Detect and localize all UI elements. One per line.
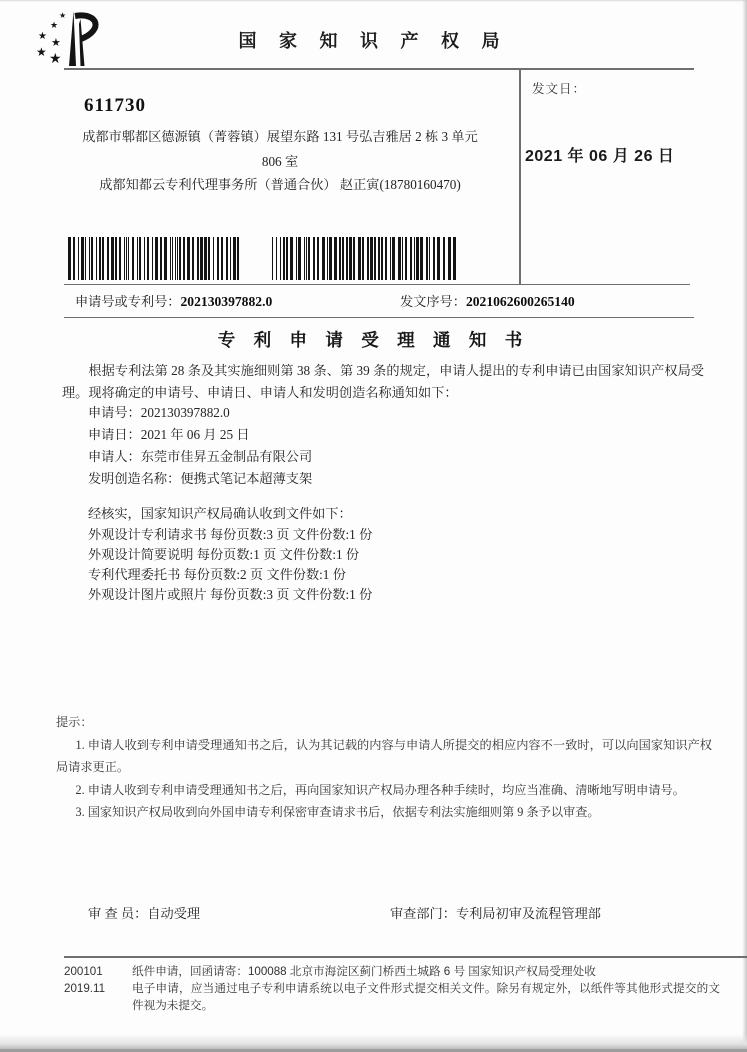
examiner-label: 审 查 员：	[88, 906, 148, 921]
note-item: 1. 申请人收到专利申请受理通知书之后，认为其记载的内容与申请人所提交的相应内容不一致时，可以向国家知识产权局请求更正。	[56, 737, 712, 774]
issue-date-value: 2021 年 06 月 26 日	[525, 148, 675, 165]
serial-number-label: 发文序号：	[400, 294, 466, 309]
application-number-row	[75, 291, 272, 310]
serial-number-row	[400, 291, 575, 310]
footer-text: 纸件申请，回函请寄：100088 北京市海淀区蓟门桥西土城路 6 号 国家知识产权局受理处收	[132, 965, 596, 978]
confirm-line: 经核实，国家知识产权局确认收到文件如下：	[88, 506, 352, 521]
issue-date-label: 发文日：	[532, 82, 587, 96]
examiner-value: 自动受理	[147, 906, 201, 921]
notice-title: 专 利 申 请 受 理 通 知 书	[217, 330, 530, 350]
field-value: 202130397882.0	[140, 405, 230, 420]
field-value: 2021 年 06 月 25 日	[140, 427, 250, 442]
field-label: 申请日：	[88, 427, 141, 442]
document-item: 专利代理委托书 每份页数:2 页 文件份数:1 份	[88, 567, 346, 582]
org-title: 国 家 知 识 产 权 局	[238, 31, 509, 51]
note-item: 2. 申请人收到专利申请受理通知书之后，再向国家知识产权局办理各种手续时，均应当准确、清晰地写明申请号。	[75, 782, 685, 797]
examiner-row-left	[88, 903, 200, 922]
application-number-value: 202130397882.0	[180, 294, 273, 309]
footer-code: 2019.11	[64, 982, 106, 995]
rule-under-barcodes	[64, 284, 690, 285]
document-item: 外观设计图片或照片 每份页数:3 页 文件份数:1 份	[88, 587, 373, 602]
field-application-date	[88, 424, 250, 443]
issue-box-divider	[519, 68, 521, 284]
scan-edge-top	[0, 0, 747, 2]
note-item: 3. 国家知识产权局收到向外国申请专利保密审查请求书后，依据专利法实施细则第 9 条予以审查。	[75, 805, 600, 819]
notes-title: 提示：	[56, 715, 93, 729]
star-icon: ★	[50, 21, 59, 31]
footer-rule	[64, 956, 747, 958]
department-value: 专利局初审及流程管理部	[455, 906, 601, 921]
field-value: 东莞市佳昇五金制品有限公司	[140, 449, 313, 464]
recipient-address	[52, 124, 508, 174]
body-paragraph: 根据专利法第 28 条及其实施细则第 38 条、第 39 条的规定，申请人提出的专利申请已由国家知识产权局受理。现将确定的申请号、申请日、申请人和发明创造名称通知如下：	[62, 363, 704, 400]
field-applicant	[88, 446, 312, 465]
document-item: 外观设计专利请求书 每份页数:3 页 文件份数:1 份	[88, 527, 373, 542]
star-icon: ★	[59, 11, 67, 20]
agency-line: 成都知都云专利代理事务所（普通合伙） 赵正寅(18780160470)	[99, 177, 461, 192]
field-label: 发明创造名称：	[88, 471, 181, 486]
field-value: 便携式笔记本超薄支架	[180, 471, 313, 486]
serial-number-value: 2021062600265140	[465, 294, 575, 309]
scan-edge-right	[742, 0, 747, 1052]
document-item: 外观设计简要说明 每份页数:1 页 文件份数:1 份	[88, 547, 360, 562]
field-label: 申请人：	[88, 449, 141, 464]
field-invention-name	[88, 468, 312, 487]
barcode	[272, 237, 457, 280]
notes-section	[56, 711, 712, 824]
address-line-1: 成都市郫都区德源镇（菁蓉镇）展望东路 131 号弘吉雅居 2 栋 3 单元	[82, 129, 478, 144]
rule-above-title	[64, 317, 694, 318]
examiner-row-right	[390, 903, 601, 922]
application-number-label: 申请号或专利号：	[75, 294, 181, 309]
star-icon: ★	[51, 36, 61, 49]
footer-row	[64, 980, 740, 1014]
department-label: 审查部门：	[390, 906, 456, 921]
field-application-number	[88, 402, 230, 421]
footer-text: 电子申请，应当通过电子专利申请系统以电子文件形式提交相关文件。除另有规定外，以纸件等其他形式提交的文件视为未提交。	[132, 982, 720, 1012]
header-rule	[64, 68, 694, 70]
star-icon: ★	[49, 51, 62, 67]
field-label: 申请号：	[88, 405, 141, 420]
star-icon: ★	[36, 45, 47, 59]
barcode	[68, 237, 240, 280]
footer-code: 200101	[64, 965, 103, 978]
footer-row	[64, 963, 740, 980]
address-line-2: 806 室	[261, 154, 299, 169]
postcode: 611730	[84, 95, 146, 116]
footer	[64, 963, 740, 1014]
star-icon: ★	[38, 31, 47, 42]
